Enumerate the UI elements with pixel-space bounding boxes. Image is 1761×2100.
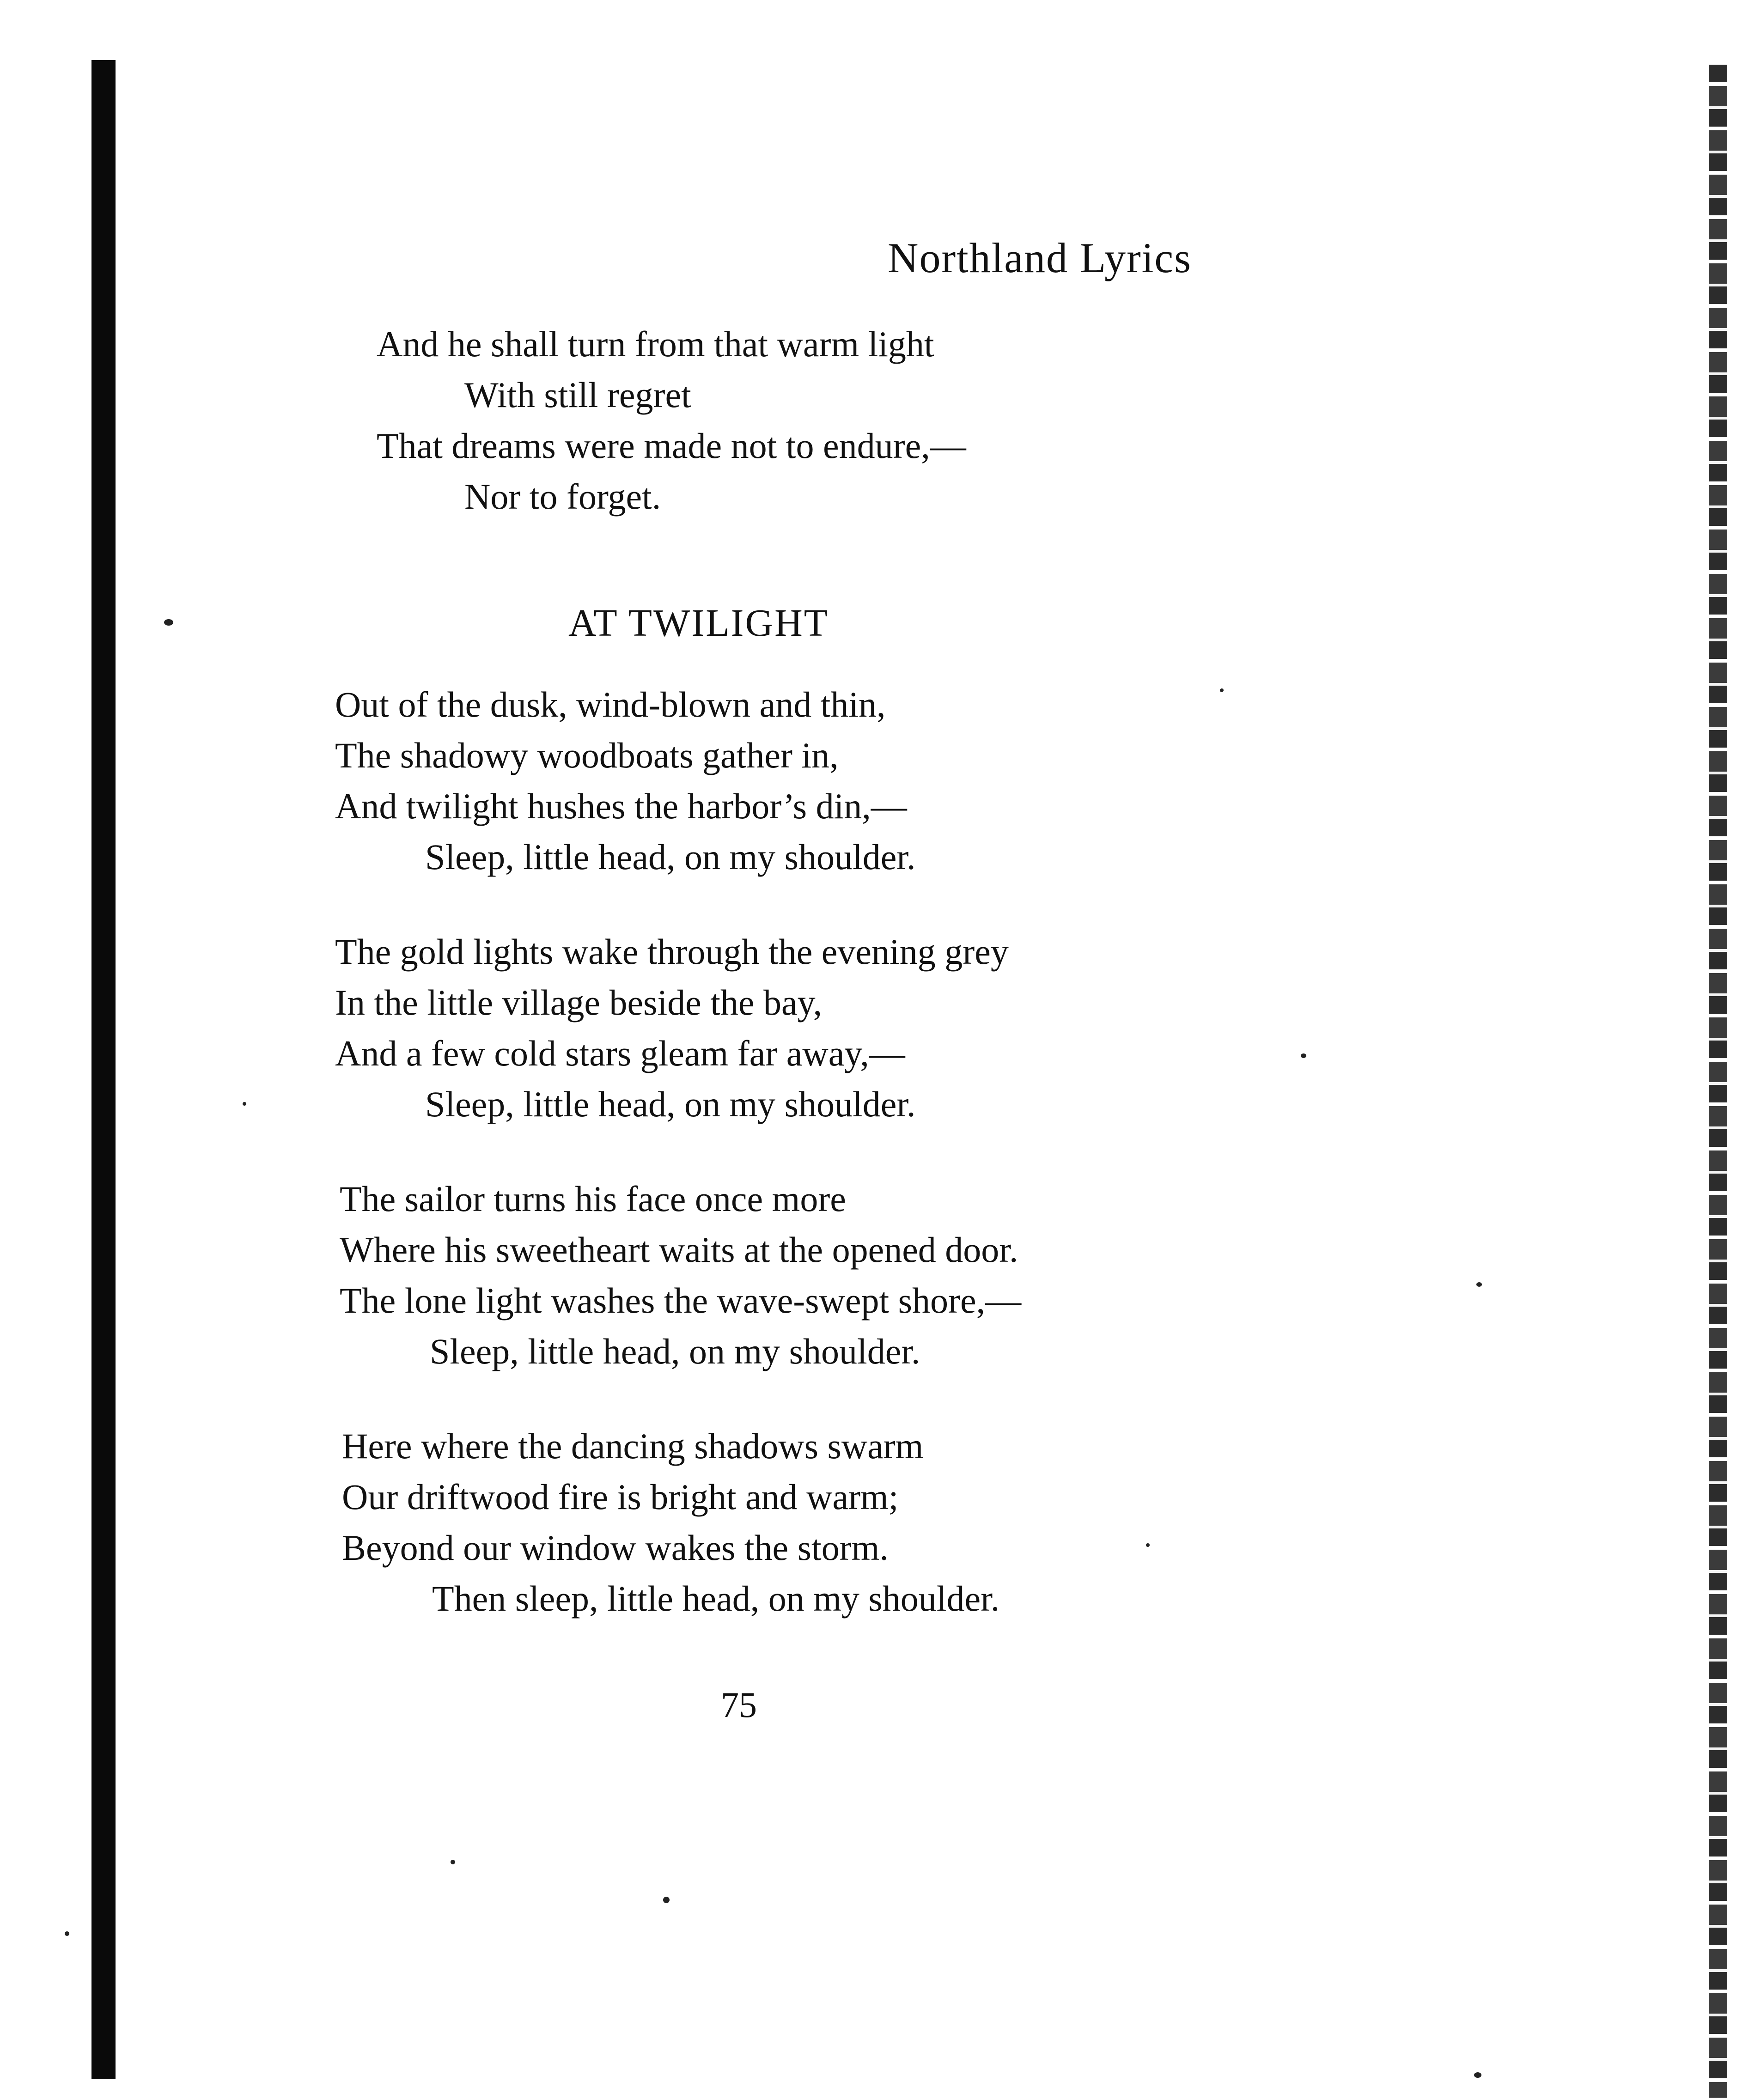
- poem-line: Beyond our window wakes the storm.: [342, 1528, 889, 1568]
- scan-speck: [243, 1102, 246, 1106]
- stanza-2: [335, 926, 1009, 1130]
- scan-speck: [663, 1897, 670, 1903]
- stanza-4: [342, 1421, 999, 1624]
- continuation-stanza: [377, 319, 966, 522]
- poem-line: And a few cold stars gleam far away,—: [335, 1033, 905, 1073]
- scan-speck: [1146, 1543, 1150, 1547]
- poem-line: That dreams were made not to endure,—: [377, 426, 966, 466]
- poem-line: With still regret: [464, 375, 691, 415]
- scan-speck: [451, 1860, 455, 1864]
- poem-line: The shadowy woodboats gather in,: [335, 735, 839, 775]
- scan-speck: [1476, 1282, 1482, 1287]
- poem-line: The lone light washes the wave-swept shore,—: [340, 1280, 1022, 1321]
- scan-binding-edge: [91, 60, 116, 2079]
- refrain-line: Sleep, little head, on my shoulder.: [425, 837, 916, 877]
- scan-speck: [65, 1931, 69, 1936]
- poem-line: The gold lights wake through the evening grey: [335, 931, 1009, 972]
- stanza-1: [335, 679, 916, 883]
- scan-speck: [1301, 1053, 1306, 1058]
- poem-title-text: AT TWILIGHT: [568, 602, 829, 645]
- refrain-line: Sleep, little head, on my shoulder.: [425, 1084, 916, 1124]
- poem-line: Nor to forget.: [464, 476, 661, 517]
- page-number: 75: [721, 1685, 757, 1725]
- poem-line: Out of the dusk, wind-blown and thin,: [335, 684, 886, 724]
- poem-line: Our driftwood fire is bright and warm;: [342, 1477, 899, 1517]
- scan-speck: [1220, 688, 1224, 692]
- running-head-text: Northland Lyrics: [888, 234, 1192, 281]
- poem-line: The sailor turns his face once more: [340, 1179, 846, 1219]
- scan-speck: [164, 619, 173, 626]
- refrain-line: Then sleep, little head, on my shoulder.: [432, 1578, 1000, 1619]
- stanza-3: [340, 1174, 1021, 1377]
- poem-line: And twilight hushes the harbor’s din,—: [335, 786, 907, 826]
- poem-line: And he shall turn from that warm light: [377, 324, 934, 364]
- scan-page-edge: [1709, 65, 1727, 2098]
- poem-line: Here where the dancing shadows swarm: [342, 1426, 924, 1466]
- poem-line: In the little village beside the bay,: [335, 982, 823, 1023]
- poem-line: Where his sweetheart waits at the opened door.: [340, 1230, 1018, 1270]
- scan-speck: [1474, 2072, 1481, 2078]
- running-head: [0, 233, 1479, 282]
- poem-title: [0, 601, 1479, 645]
- refrain-line: Sleep, little head, on my shoulder.: [430, 1331, 920, 1371]
